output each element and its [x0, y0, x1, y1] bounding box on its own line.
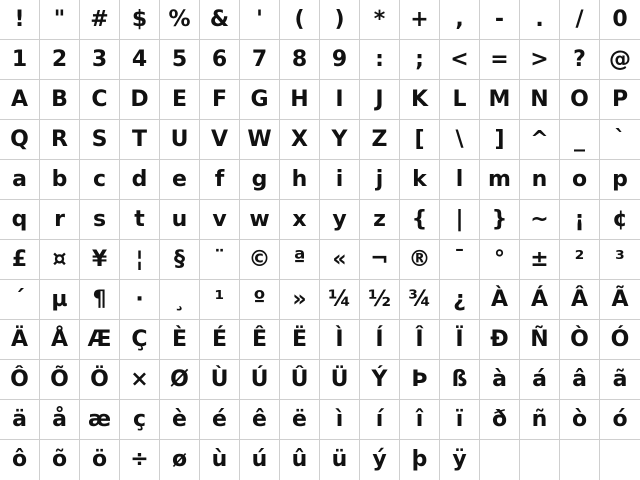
glyph-cell[interactable]: ½ [360, 280, 400, 320]
glyph-cell[interactable]: Ì [320, 320, 360, 360]
glyph-cell[interactable]: f [200, 160, 240, 200]
glyph-cell[interactable]: [ [400, 120, 440, 160]
glyph-cell[interactable]: ¦ [120, 240, 160, 280]
glyph-cell[interactable]: ú [240, 440, 280, 480]
glyph-cell[interactable]: x [280, 200, 320, 240]
glyph-cell[interactable]: N [520, 80, 560, 120]
glyph-cell[interactable]: ã [600, 360, 640, 400]
glyph-cell[interactable]: \ [440, 120, 480, 160]
glyph-cell[interactable]: Ï [440, 320, 480, 360]
glyph-cell[interactable]: 6 [200, 40, 240, 80]
glyph-cell[interactable]: m [480, 160, 520, 200]
glyph-cell[interactable]: Ñ [520, 320, 560, 360]
glyph-cell[interactable]: 8 [280, 40, 320, 80]
glyph-cell[interactable]: å [40, 400, 80, 440]
glyph-cell-empty[interactable] [560, 440, 600, 480]
glyph-cell[interactable]: R [40, 120, 80, 160]
glyph-cell[interactable]: = [480, 40, 520, 80]
glyph-cell[interactable]: © [240, 240, 280, 280]
glyph-cell[interactable]: ° [480, 240, 520, 280]
glyph-cell[interactable]: ± [520, 240, 560, 280]
glyph-cell[interactable]: ä [0, 400, 40, 440]
glyph-cell[interactable]: _ [560, 120, 600, 160]
glyph-cell[interactable]: | [440, 200, 480, 240]
glyph-cell[interactable]: c [80, 160, 120, 200]
glyph-cell[interactable]: « [320, 240, 360, 280]
glyph-cell[interactable]: ¤ [40, 240, 80, 280]
glyph-cell[interactable]: Ä [0, 320, 40, 360]
glyph-cell[interactable]: ¡ [560, 200, 600, 240]
glyph-cell[interactable]: : [360, 40, 400, 80]
glyph-cell[interactable]: ³ [600, 240, 640, 280]
glyph-cell[interactable]: à [480, 360, 520, 400]
glyph-cell[interactable]: ¢ [600, 200, 640, 240]
glyph-cell[interactable]: , [440, 0, 480, 40]
glyph-cell[interactable]: ) [320, 0, 360, 40]
glyph-cell[interactable]: O [560, 80, 600, 120]
glyph-cell[interactable]: ® [400, 240, 440, 280]
glyph-cell[interactable]: X [280, 120, 320, 160]
glyph-cell[interactable]: · [120, 280, 160, 320]
glyph-cell[interactable]: J [360, 80, 400, 120]
glyph-cell[interactable]: ï [440, 400, 480, 440]
glyph-cell[interactable]: b [40, 160, 80, 200]
glyph-cell[interactable]: I [320, 80, 360, 120]
glyph-cell[interactable]: ñ [520, 400, 560, 440]
glyph-cell[interactable]: ¿ [440, 280, 480, 320]
glyph-cell[interactable]: M [480, 80, 520, 120]
glyph-cell-empty[interactable] [600, 440, 640, 480]
glyph-cell[interactable]: 4 [120, 40, 160, 80]
glyph-cell[interactable]: £ [0, 240, 40, 280]
glyph-cell[interactable]: 1 [0, 40, 40, 80]
glyph-cell[interactable]: × [120, 360, 160, 400]
glyph-cell[interactable]: É [200, 320, 240, 360]
glyph-cell[interactable]: n [520, 160, 560, 200]
glyph-cell[interactable]: / [560, 0, 600, 40]
glyph-cell[interactable]: d [120, 160, 160, 200]
glyph-cell[interactable]: " [40, 0, 80, 40]
glyph-cell[interactable]: # [80, 0, 120, 40]
glyph-cell[interactable]: 0 [600, 0, 640, 40]
glyph-cell[interactable]: l [440, 160, 480, 200]
glyph-cell[interactable]: u [160, 200, 200, 240]
glyph-cell[interactable]: A [0, 80, 40, 120]
glyph-cell[interactable]: Y [320, 120, 360, 160]
glyph-cell[interactable]: % [160, 0, 200, 40]
glyph-cell[interactable]: ¯ [440, 240, 480, 280]
glyph-cell[interactable]: Ô [0, 360, 40, 400]
glyph-cell[interactable]: ê [240, 400, 280, 440]
glyph-cell[interactable]: S [80, 120, 120, 160]
glyph-cell[interactable]: * [360, 0, 400, 40]
glyph-cell[interactable]: ç [120, 400, 160, 440]
glyph-cell[interactable]: ¨ [200, 240, 240, 280]
glyph-cell[interactable]: Í [360, 320, 400, 360]
glyph-cell[interactable]: 5 [160, 40, 200, 80]
glyph-cell[interactable]: ¹ [200, 280, 240, 320]
glyph-cell[interactable]: + [400, 0, 440, 40]
glyph-cell[interactable]: ø [160, 440, 200, 480]
glyph-cell[interactable]: - [480, 0, 520, 40]
glyph-cell[interactable]: Z [360, 120, 400, 160]
glyph-cell[interactable]: w [240, 200, 280, 240]
glyph-cell[interactable]: ´ [0, 280, 40, 320]
glyph-cell[interactable]: H [280, 80, 320, 120]
glyph-cell[interactable]: g [240, 160, 280, 200]
glyph-cell[interactable]: è [160, 400, 200, 440]
glyph-cell[interactable]: Ê [240, 320, 280, 360]
glyph-cell[interactable]: < [440, 40, 480, 80]
glyph-cell[interactable]: ² [560, 240, 600, 280]
glyph-cell[interactable]: í [360, 400, 400, 440]
glyph-cell[interactable]: Ý [360, 360, 400, 400]
glyph-cell[interactable]: > [520, 40, 560, 80]
glyph-cell[interactable]: Û [280, 360, 320, 400]
glyph-cell[interactable]: ] [480, 120, 520, 160]
glyph-cell[interactable]: E [160, 80, 200, 120]
glyph-cell[interactable]: ö [80, 440, 120, 480]
glyph-cell[interactable]: L [440, 80, 480, 120]
glyph-cell[interactable]: v [200, 200, 240, 240]
glyph-cell[interactable]: ; [400, 40, 440, 80]
glyph-cell[interactable]: á [520, 360, 560, 400]
glyph-cell[interactable]: 2 [40, 40, 80, 80]
glyph-cell[interactable]: ü [320, 440, 360, 480]
glyph-cell[interactable]: F [200, 80, 240, 120]
glyph-cell[interactable]: C [80, 80, 120, 120]
glyph-cell[interactable]: È [160, 320, 200, 360]
glyph-cell[interactable]: ë [280, 400, 320, 440]
glyph-cell[interactable]: ¼ [320, 280, 360, 320]
glyph-cell[interactable]: h [280, 160, 320, 200]
glyph-cell[interactable]: e [160, 160, 200, 200]
glyph-cell[interactable]: j [360, 160, 400, 200]
glyph-cell[interactable]: Æ [80, 320, 120, 360]
glyph-cell[interactable]: Ó [600, 320, 640, 360]
glyph-cell[interactable]: À [480, 280, 520, 320]
glyph-cell[interactable]: & [200, 0, 240, 40]
glyph-cell[interactable]: Ð [480, 320, 520, 360]
glyph-cell[interactable]: ÷ [120, 440, 160, 480]
glyph-cell[interactable]: 7 [240, 40, 280, 80]
glyph-cell[interactable]: Q [0, 120, 40, 160]
glyph-cell[interactable]: Ø [160, 360, 200, 400]
glyph-cell[interactable]: µ [40, 280, 80, 320]
glyph-cell[interactable]: } [480, 200, 520, 240]
glyph-cell[interactable]: ÿ [440, 440, 480, 480]
glyph-cell[interactable]: î [400, 400, 440, 440]
glyph-cell[interactable]: W [240, 120, 280, 160]
glyph-cell[interactable]: B [40, 80, 80, 120]
glyph-cell[interactable]: t [120, 200, 160, 240]
glyph-cell[interactable]: T [120, 120, 160, 160]
glyph-cell[interactable]: U [160, 120, 200, 160]
glyph-cell[interactable]: Ç [120, 320, 160, 360]
glyph-cell[interactable]: D [120, 80, 160, 120]
glyph-cell[interactable]: ý [360, 440, 400, 480]
glyph-cell[interactable]: ð [480, 400, 520, 440]
glyph-cell[interactable]: Õ [40, 360, 80, 400]
glyph-cell[interactable]: Ã [600, 280, 640, 320]
glyph-cell[interactable]: @ [600, 40, 640, 80]
glyph-cell[interactable]: ó [600, 400, 640, 440]
glyph-cell[interactable]: Ù [200, 360, 240, 400]
glyph-cell[interactable]: ^ [520, 120, 560, 160]
glyph-cell[interactable]: a [0, 160, 40, 200]
glyph-cell[interactable]: K [400, 80, 440, 120]
glyph-cell[interactable]: ò [560, 400, 600, 440]
glyph-cell[interactable]: z [360, 200, 400, 240]
glyph-cell[interactable]: Ò [560, 320, 600, 360]
glyph-cell[interactable]: 3 [80, 40, 120, 80]
glyph-cell-empty[interactable] [480, 440, 520, 480]
glyph-cell[interactable]: $ [120, 0, 160, 40]
glyph-cell[interactable]: ù [200, 440, 240, 480]
glyph-cell-empty[interactable] [520, 440, 560, 480]
glyph-cell[interactable]: ô [0, 440, 40, 480]
glyph-cell[interactable]: ¾ [400, 280, 440, 320]
glyph-cell[interactable]: s [80, 200, 120, 240]
glyph-cell[interactable]: Ú [240, 360, 280, 400]
glyph-cell[interactable]: k [400, 160, 440, 200]
glyph-cell[interactable]: q [0, 200, 40, 240]
glyph-cell[interactable]: ¸ [160, 280, 200, 320]
glyph-cell[interactable]: ( [280, 0, 320, 40]
glyph-cell[interactable]: V [200, 120, 240, 160]
glyph-cell[interactable]: Á [520, 280, 560, 320]
glyph-cell[interactable]: é [200, 400, 240, 440]
glyph-cell[interactable]: P [600, 80, 640, 120]
glyph-cell[interactable]: ¬ [360, 240, 400, 280]
glyph-cell[interactable]: Þ [400, 360, 440, 400]
glyph-cell[interactable]: G [240, 80, 280, 120]
glyph-cell[interactable]: ' [240, 0, 280, 40]
glyph-cell[interactable]: â [560, 360, 600, 400]
glyph-cell[interactable]: i [320, 160, 360, 200]
glyph-cell[interactable]: æ [80, 400, 120, 440]
glyph-cell[interactable]: û [280, 440, 320, 480]
glyph-cell[interactable]: { [400, 200, 440, 240]
glyph-cell[interactable]: Â [560, 280, 600, 320]
glyph-cell[interactable]: o [560, 160, 600, 200]
glyph-cell[interactable]: y [320, 200, 360, 240]
glyph-cell[interactable]: º [240, 280, 280, 320]
glyph-cell[interactable]: Å [40, 320, 80, 360]
glyph-cell[interactable]: Î [400, 320, 440, 360]
glyph-cell[interactable]: Ë [280, 320, 320, 360]
glyph-cell[interactable]: » [280, 280, 320, 320]
glyph-cell[interactable]: Ö [80, 360, 120, 400]
glyph-cell[interactable]: ª [280, 240, 320, 280]
glyph-cell[interactable]: þ [400, 440, 440, 480]
glyph-cell[interactable]: õ [40, 440, 80, 480]
glyph-cell[interactable]: ß [440, 360, 480, 400]
glyph-cell[interactable]: ~ [520, 200, 560, 240]
glyph-cell[interactable]: . [520, 0, 560, 40]
glyph-cell[interactable]: ¶ [80, 280, 120, 320]
glyph-cell[interactable]: ? [560, 40, 600, 80]
glyph-cell[interactable]: ¥ [80, 240, 120, 280]
glyph-cell[interactable]: r [40, 200, 80, 240]
glyph-cell[interactable]: ! [0, 0, 40, 40]
glyph-cell[interactable]: p [600, 160, 640, 200]
glyph-cell[interactable]: Ü [320, 360, 360, 400]
glyph-cell[interactable]: § [160, 240, 200, 280]
glyph-cell[interactable]: ` [600, 120, 640, 160]
glyph-cell[interactable]: 9 [320, 40, 360, 80]
glyph-cell[interactable]: ì [320, 400, 360, 440]
